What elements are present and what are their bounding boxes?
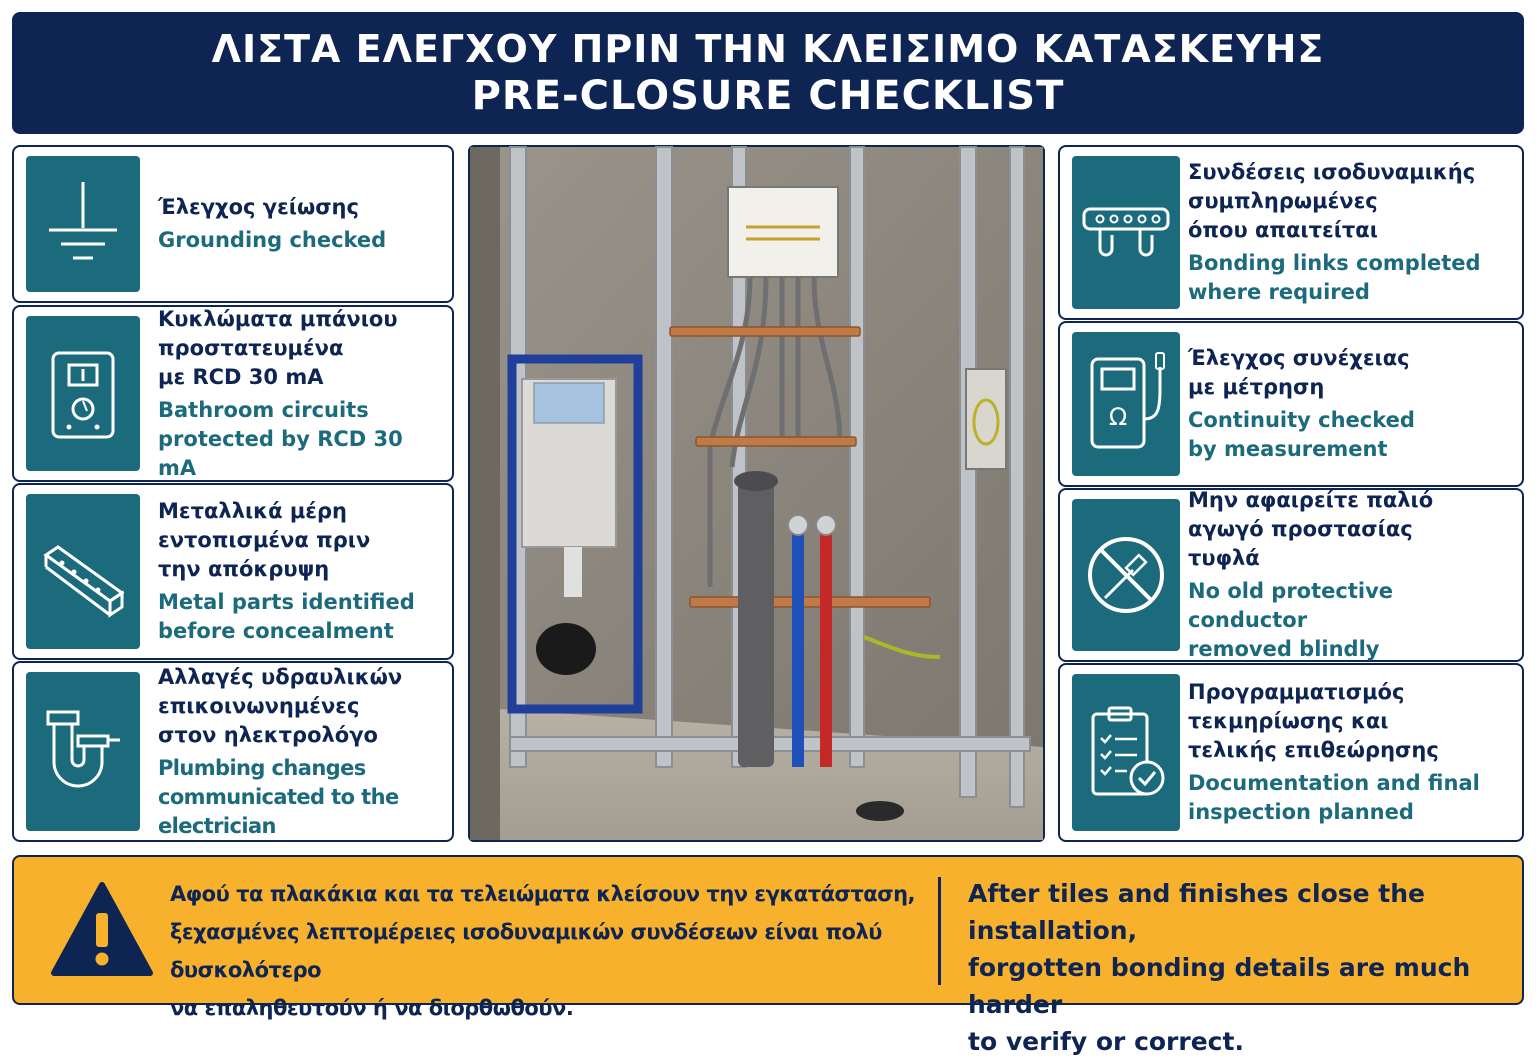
item-english-text: Continuity checked by measurement <box>1188 408 1415 461</box>
rcd-icon <box>26 316 140 471</box>
item-greek-text: Έλεγχος γείωσης <box>158 195 359 219</box>
bonding-bar-icon <box>1072 156 1180 309</box>
clipboard-icon <box>1072 674 1180 831</box>
warning-english-text: After tiles and finishes close the installation, forgotten bonding details are much harder to verify or correct. <box>968 879 1471 1056</box>
warning-divider <box>938 877 941 985</box>
title-greek: ΛΙΣΤΑ ΕΛΕΓΧΟΥ ΠΡΙΝ ΤΗΝ ΚΛΕΙΣΙΜΟ ΚΑΤΑΣΚΕΥΗΣ <box>211 27 1325 71</box>
item-english-text: No old protective conductor removed blindly <box>1188 579 1393 661</box>
checklist-item-documentation <box>1058 663 1524 842</box>
item-greek-text: Μεταλλικά μέρη εντοπισμένα πριν την απόκρυψη <box>158 499 371 581</box>
item-english-text: Plumbing changes communicated to the electrician <box>158 755 399 838</box>
checklist-item-protective-conductor <box>1058 488 1524 662</box>
checklist-item-metal-parts <box>12 483 454 660</box>
item-greek-text: Προγραμματισμός τεκμηρίωσης και τελικής επιθεώρησης <box>1188 680 1439 762</box>
item-english-text: Documentation and final inspection planned <box>1188 771 1480 824</box>
warning-banner <box>12 855 1524 1056</box>
svg-text:Ω: Ω <box>1108 403 1128 431</box>
item-greek-text: Μην αφαιρείτε παλιό αγωγό προστασίας τυφλά <box>1188 488 1434 570</box>
page-header <box>12 12 1524 134</box>
item-greek-text: Έλεγχος συνέχειας με μέτρηση <box>1188 346 1410 399</box>
grounding-icon <box>26 156 140 292</box>
checklist-item-bonding-links <box>1058 145 1524 320</box>
item-english-text: Metal parts identified before concealment <box>158 590 415 643</box>
item-english-text: Grounding checked <box>158 228 387 252</box>
checklist-item-grounding <box>12 145 454 303</box>
checklist-item-continuity <box>1058 321 1524 487</box>
installation-photo <box>468 145 1045 842</box>
no-cut-icon <box>1072 499 1180 651</box>
title-english: PRE-CLOSURE CHECKLIST <box>471 73 1065 119</box>
item-english-text: Bonding links completed where required <box>1188 251 1481 304</box>
checklist-item-plumbing <box>12 661 454 842</box>
pipe-icon <box>26 672 140 831</box>
warning-icon <box>50 879 154 979</box>
item-greek-text: Αλλαγές υδραυλικών επικοινωνημένες στον ηλεκτρολόγο <box>158 664 403 747</box>
checklist-item-rcd <box>12 305 454 482</box>
item-english-text: Bathroom circuits protected by RCD 30 mA <box>158 397 403 480</box>
multimeter-icon <box>1072 332 1180 476</box>
item-greek-text: Συνδέσεις ισοδυναμικής συμπληρωμένες όπου απαιτείται <box>1188 160 1476 242</box>
metal-profile-icon <box>26 494 140 649</box>
item-greek-text: Κυκλώματα μπάνιου προστατευμένα με RCD 30 mA <box>158 306 398 389</box>
warning-greek-text: Αφού τα πλακάκια και τα τελειώματα κλείσουν την εγκατάσταση, ξεχασμένες λεπτομέρειες ισοδυναμικών συνδέσεων είναι πολύ δυσκολότερο να επαληθευτούν ή να διορθωθούν. <box>170 882 916 1020</box>
